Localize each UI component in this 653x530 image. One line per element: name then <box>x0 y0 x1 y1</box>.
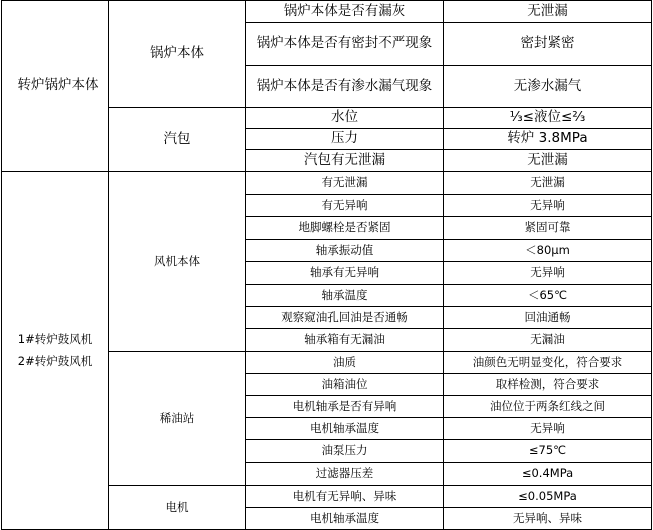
check-item: 锅炉本体是否有漏灰 <box>246 1 444 23</box>
check-standard: ＜65℃ <box>444 285 652 307</box>
check-item: 锅炉本体是否有渗水漏气现象 <box>246 66 444 108</box>
component-cell: 锅炉本体 <box>109 1 246 108</box>
check-item: 电机轴承温度 <box>246 508 444 530</box>
equipment-line: 1#转炉鼓风机 <box>17 331 93 346</box>
check-item: 压力 <box>246 129 444 150</box>
check-item: 电机轴承是否有异响 <box>246 396 444 418</box>
check-standard: 无异响 <box>444 418 652 440</box>
check-item: 油质 <box>246 352 444 374</box>
table-row <box>2 172 652 195</box>
check-standard: 无异响、异味 <box>444 508 652 530</box>
check-item: 地脚螺栓是否紧固 <box>246 217 444 240</box>
check-item: 水位 <box>246 108 444 129</box>
check-standard: ≤0.05MPa <box>444 486 652 508</box>
check-standard: 回油通畅 <box>444 307 652 329</box>
check-item: 油泵压力 <box>246 440 444 463</box>
check-item: 轴承温度 <box>246 285 444 307</box>
check-standard: 油位位于两条红线之间 <box>444 396 652 418</box>
check-item: 有无异响 <box>246 195 444 217</box>
equipment-line: 2#转炉鼓风机 <box>17 353 93 368</box>
check-standard: 无泄漏 <box>444 1 652 23</box>
equipment-cell: 转炉锅炉本体 <box>2 1 109 172</box>
check-standard: 取样检测，符合要求 <box>444 374 652 396</box>
check-item: 锅炉本体是否有密封不严现象 <box>246 23 444 66</box>
check-item: 过滤器压差 <box>246 463 444 486</box>
check-standard: ≤75℃ <box>444 440 652 463</box>
component-cell: 电机 <box>109 486 246 530</box>
check-standard: 无渗水漏气 <box>444 66 652 108</box>
check-standard: 油颜色无明显变化，符合要求 <box>444 352 652 374</box>
check-standard: 紧固可靠 <box>444 217 652 240</box>
component-cell: 稀油站 <box>109 352 246 486</box>
check-standard: 无异响 <box>444 262 652 285</box>
check-item: 观察窥油孔回油是否通畅 <box>246 307 444 329</box>
check-standard: ＜80μm <box>444 240 652 262</box>
check-item: 轴承箱有无漏油 <box>246 329 444 352</box>
check-standard: 无异响 <box>444 195 652 217</box>
check-standard: ⅓≤液位≤⅔ <box>444 108 652 129</box>
check-standard: 无泄漏 <box>444 172 652 195</box>
check-item: 电机有无异响、异味 <box>246 486 444 508</box>
check-standard: 转炉 3.8MPa <box>444 129 652 150</box>
check-standard: 无泄漏 <box>444 150 652 172</box>
component-cell: 汽包 <box>109 108 246 172</box>
inspection-table <box>1 0 652 530</box>
check-standard: 无漏油 <box>444 329 652 352</box>
table-row <box>2 1 652 23</box>
check-item: 油箱油位 <box>246 374 444 396</box>
check-item: 汽包有无泄漏 <box>246 150 444 172</box>
check-item: 有无泄漏 <box>246 172 444 195</box>
check-item: 轴承有无异响 <box>246 262 444 285</box>
check-item: 轴承振动值 <box>246 240 444 262</box>
check-item: 电机轴承温度 <box>246 418 444 440</box>
check-standard: ≤0.4MPa <box>444 463 652 486</box>
check-standard: 密封紧密 <box>444 23 652 66</box>
component-cell: 风机本体 <box>109 172 246 352</box>
equipment-cell <box>2 172 109 530</box>
